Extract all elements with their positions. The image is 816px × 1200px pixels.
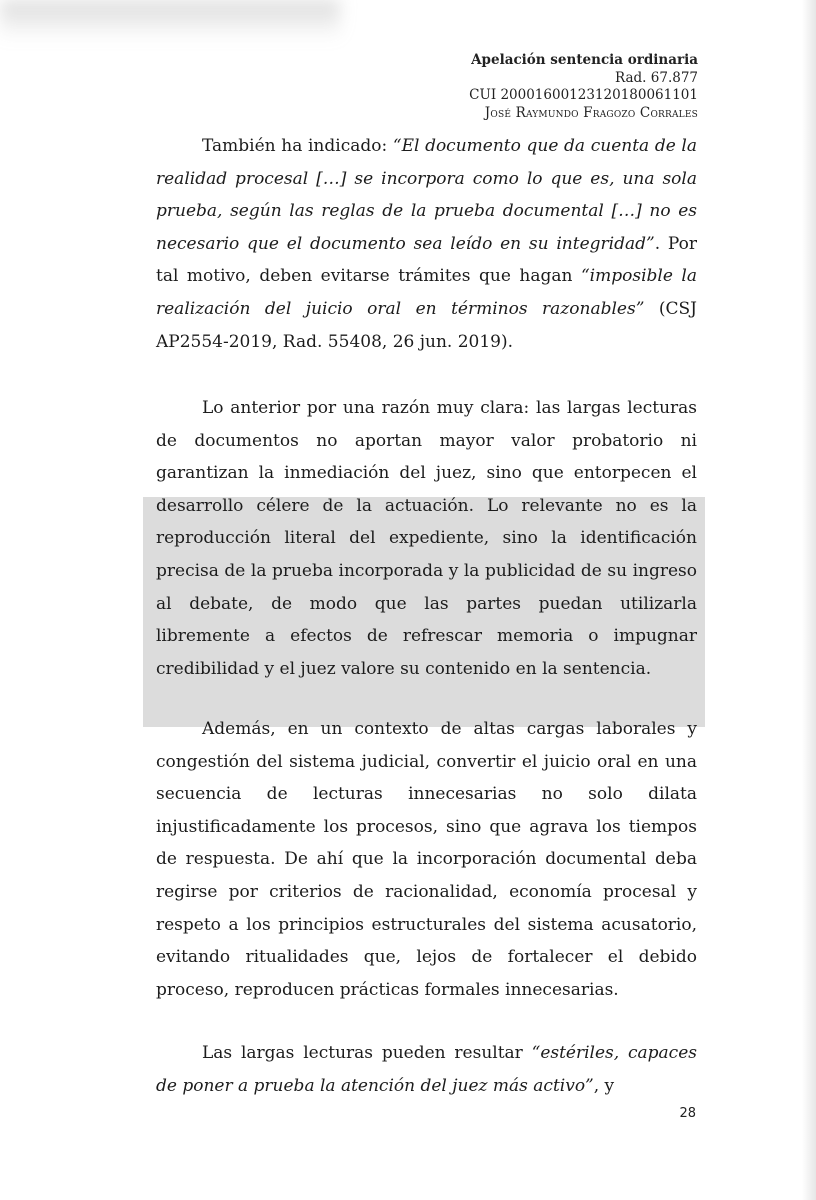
paragraph-1-middle: . Por tal motivo, deben evitarse trámites que hagan [156, 233, 698, 287]
case-type-title: Apelación sentencia ordinaria [471, 52, 698, 68]
paragraph-1 [156, 130, 697, 358]
paragraph-4 [156, 1037, 697, 1102]
case-radicado: Rad. 67.877 [615, 69, 698, 86]
case-cui: CUI 20001600123120180061101 [469, 87, 698, 103]
paragraph-1-quote-2: “imposible la realización del juicio oral en términos razonables” [156, 266, 697, 319]
scan-shadow-top [0, 0, 340, 40]
paragraph-1-quote-1: “El documento que da cuenta de la realidad procesal […] se incorpora como lo que es, una sola prueba, según las reglas de la prueba documental […] no es necesario que el documento sea leído en su integridad” [156, 136, 697, 254]
paragraph-1-intro: También ha indicado: [202, 136, 393, 156]
paragraph-2: Lo anterior por una razón muy clara: las largas lecturas de documentos no aportan mayor valor probatorio ni garantizan la inmediación del juez, sino que entorpecen el desarrollo célere de la actuación. Lo relevante no es la reproducción literal del expediente, sino la identificación precisa de la prueba incorporada y la publicidad de su ingreso al debate, de modo que las partes puedan utilizarla libremente a efectos de refrescar memoria o impugnar credibilidad y el juez valore su contenido en la sentencia. [156, 398, 697, 679]
paragraph-3: Además, en un contexto de altas cargas laborales y congestión del sistema judicial, convertir el juicio oral en una secuencia de lecturas innecesarias no solo dilata injustificadamente los procesos, sino que agrava los tiempos de respuesta. De ahí que la incorporación documental deba regirse por criterios de racionalidad, economía procesal y respeto a los principios estructurales del sistema acusatorio, evitando ritualidades que, lejos de fortalecer el debido proceso, reproducen prácticas formales innecesarias. [156, 719, 697, 1000]
paragraph-4-quote: “estériles, capaces de poner a prueba la atención del juez más activo” [156, 1043, 697, 1096]
page-header [469, 52, 698, 122]
paragraph-4-tail: , y [593, 1075, 615, 1096]
paragraph-4-intro: Las largas lecturas pueden resultar [202, 1043, 532, 1063]
page-number: 28 [679, 1106, 696, 1121]
scan-shadow-right [802, 0, 816, 1200]
paragraph-1-citation: (CSJ AP2554-2019, Rad. 55408, 26 jun. 2019). [156, 298, 697, 352]
defendant-name: José Raymundo Fragozo Corrales [484, 104, 698, 121]
